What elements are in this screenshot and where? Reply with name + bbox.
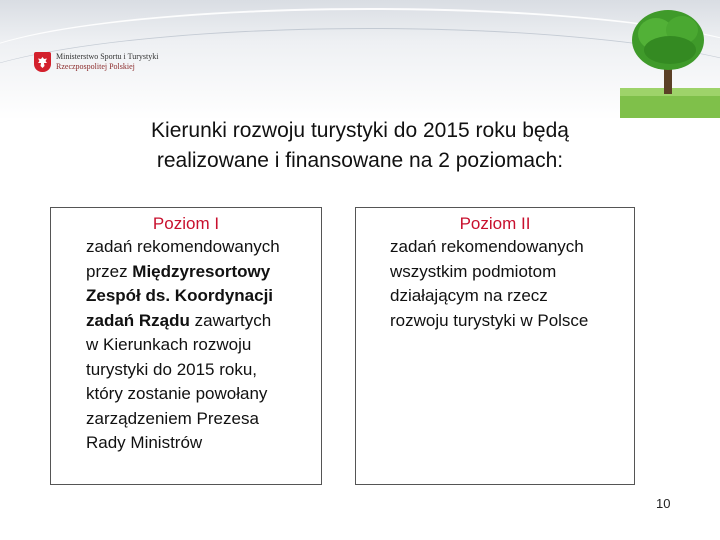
polish-eagle-emblem-icon: [34, 52, 51, 72]
level-1-line: turystyki do 2015 roku,: [86, 359, 258, 379]
slide-title: [80, 116, 640, 176]
ministry-logo: [34, 52, 158, 72]
level-1-box: [50, 207, 322, 485]
level-1-heading: Poziom I: [152, 214, 220, 233]
level-1-line: zarządzeniem Prezesa: [86, 408, 259, 428]
level-1-line: zadań Rządu zawartych: [86, 310, 272, 330]
header-swoosh-line: [0, 28, 720, 120]
level-2-line: rozwoju turystyki w Polsce: [390, 310, 589, 330]
level-1-line: Rady Ministrów: [86, 433, 203, 452]
level-2-line: zadań rekomendowanych: [390, 237, 584, 256]
level-2-body: [390, 235, 630, 333]
level-2-heading: Poziom II: [459, 214, 531, 233]
tree-icon: [620, 0, 720, 118]
header-band: [0, 0, 720, 120]
logo-line-2: Rzeczpospolitej Polskiej: [56, 62, 135, 71]
level-1-line: w Kierunkach rozwoju: [86, 335, 252, 354]
level-2-line: wszystkim podmiotom: [390, 261, 557, 281]
title-line-2: realizowane i finansowane na 2 poziomach:: [156, 149, 564, 172]
logo-line-1: Ministerstwo Sportu i Turystyki: [56, 52, 159, 61]
level-1-body: [86, 235, 321, 456]
level-2-box: [355, 207, 635, 485]
level-1-line: Zespół ds. Koordynacji: [86, 286, 274, 305]
level-1-line: który zostanie powołany: [86, 384, 268, 403]
page-number: 10: [656, 496, 671, 511]
level-1-line: zadań rekomendowanych: [86, 237, 280, 256]
title-line-1: Kierunki rozwoju turystyki do 2015 roku będą: [151, 119, 569, 142]
level-2-line: działającym na rzecz: [390, 286, 548, 305]
level-1-line: przez Międzyresortowy: [86, 261, 271, 281]
